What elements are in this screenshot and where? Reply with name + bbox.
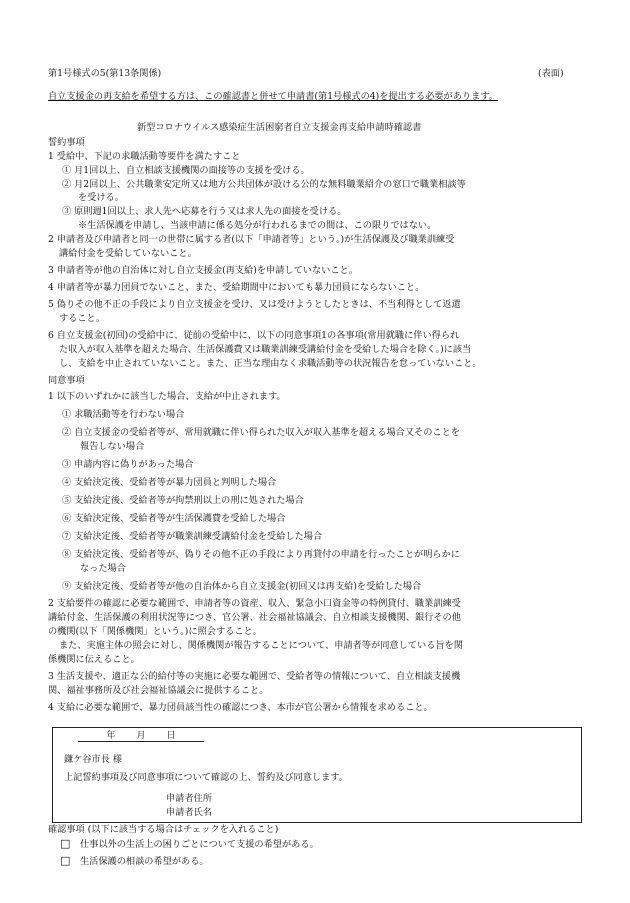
consent-line: 1 以下のいずれかに該当した場合、支給が中止されます。	[48, 391, 286, 402]
consent-line: 3 生活支援や、適正な公的給付等の実施に必要な範囲で、受給者等の情報について、自立相談支援機	[48, 671, 461, 682]
pledge-heading: 誓約事項	[48, 137, 85, 148]
pledge-line: ※生活保護を申請し、当該申請に係る処分が行われるまでの間は、この限りではない。	[78, 220, 437, 231]
consent-heading: 同意事項	[48, 375, 85, 386]
consent-line: ⑤ 支給決定後、受給者等が拘禁刑以上の刑に処された場合	[62, 495, 304, 506]
consent-line: ⑧ 支給決定後、受給者等が、偽りその他不正の手段により再貸付の申請を行ったことが明らかに	[62, 549, 460, 560]
applicant-name-label[interactable]: 申請者氏名	[166, 807, 212, 818]
pledge-line: 3 申請者等が他の自治体に対し自立支援金(再支給)を申請していないこと。	[48, 265, 358, 276]
date-field[interactable]: 年 月 日	[78, 730, 204, 742]
consent-line: 報告しない場合	[80, 441, 145, 452]
checkbox-welfare[interactable]: □	[60, 854, 71, 867]
side-label: (表面)	[538, 68, 564, 79]
consent-line: 講給付金、生活保護の利用状況等につき、官公署、社会福祉協議会、自立相談支援機関、銀行その他	[48, 612, 461, 623]
consent-line: の機関(以下「関係機関」という。)に照会すること。	[48, 626, 262, 637]
applicant-address-label[interactable]: 申請者住所	[166, 793, 212, 804]
pledge-line: た収入が収入基準を超えた場合、生活保護費又は職業訓練受講給付金を受給した場合を除く。)に該当	[59, 344, 472, 355]
confirm-item: 仕事以外の生活上の困りごとについて支援の希望がある。	[80, 839, 319, 850]
pledge-line: ① 月1回以上、自立相談支援機関の面接等の支援を受ける。	[62, 165, 310, 176]
consent-line: 係機関に伝えること。	[48, 654, 140, 665]
confirm-heading: 確認事項 (以下に該当する場合はチェックを入れること)	[48, 824, 279, 835]
consent-line: また、実施主体の照会に対し、関係機関が報告することについて、申請者等が同意している旨を関	[59, 640, 463, 651]
notice-text: 自立支援金の再支給を希望する方は、この確認書と併せて申請書(第1号様式の4)を提出する必要があります。	[48, 91, 498, 102]
consent-line: 関、福祉事務所及び社会福祉協議会に提供すること。	[48, 685, 269, 696]
pledge-line: 講給付金を受給していないこと。	[59, 248, 197, 259]
consent-line: ① 求職活動等を行わない場合	[62, 409, 185, 420]
pledge-line: 5 偽りその他不正の手段により自立支援金を受け、又は受けようとしたときは、不当利得として返還	[48, 299, 461, 310]
confirm-item: 生活保護の相談の希望がある。	[80, 856, 209, 867]
consent-line: ② 自立支援金の受給者等が、常用就職に伴い得られた収入が収入基準を超える場合又そのことを	[62, 427, 460, 438]
consent-line: ③ 申請内容に偽りがあった場合	[62, 459, 194, 470]
pledge-line: を受ける。	[78, 192, 124, 203]
pledge-line: 2 申請者及び申請者と同一の世帯に属する者(以下「申請者等」という。)が生活保護及び職業訓練受	[48, 234, 455, 245]
consent-line: ⑦ 支給決定後、受給者等が職業訓練受講給付金を受給した場合	[62, 531, 323, 542]
signature-statement: 上記誓約事項及び同意事項について確認の上、誓約及び同意します。	[64, 772, 348, 783]
pledge-line: し、支給を中止されていないこと。また、正当な理由なく求職活動等の状況報告を怠っていないこと。	[59, 358, 482, 369]
pledge-line: 4 申請者等が暴力団員でないこと、また、受給期間中においても暴力団員にならないこと。	[48, 282, 425, 293]
addressee: 鎌ケ谷市長 様	[64, 754, 123, 765]
page-title: 新型コロナウイルス感染症生活困窮者自立支援金再支給申請時確認書	[137, 122, 422, 133]
pledge-line: 1 受給中、下記の求職活動等要件を満たすこと	[48, 151, 241, 162]
pledge-line: 6 自立支援金(初回)の受給中に、従前の受給中に、以下の同意事項1の各事項(常用就職に伴い得られ	[48, 330, 460, 341]
pledge-line: すること。	[59, 313, 105, 324]
consent-line: 2 支給要件の確認に必要な範囲で、申請者等の資産、収入、緊急小口資金等の特例貸付、職業訓練受	[48, 598, 461, 609]
form-number: 第1号様式の5(第13条関係)	[48, 68, 162, 79]
consent-line: ④ 支給決定後、受給者等が暴力団員と判明した場合	[62, 477, 277, 488]
pledge-line: ③ 原則週1回以上、求人先へ応募を行う又は求人先の面接を受ける。	[62, 206, 347, 217]
consent-line: ⑥ 支給決定後、受給者等が生活保護費を受給した場合	[62, 513, 286, 524]
consent-line: 4 支給に必要な範囲で、暴力団員該当性の確認につき、本市が官公署から情報を求めること。	[48, 702, 433, 713]
consent-line: ⑨ 支給決定後、受給者等が他の自治体から自立支援金(初回又は再支給)を受給した場合	[62, 581, 422, 592]
checkbox-support[interactable]: □	[60, 837, 71, 850]
pledge-line: ② 月2回以上、公共職業安定所又は地方公共団体が設ける公的な無料職業紹介の窓口で職業相談等	[62, 179, 466, 190]
consent-line: なった場合	[80, 563, 126, 574]
